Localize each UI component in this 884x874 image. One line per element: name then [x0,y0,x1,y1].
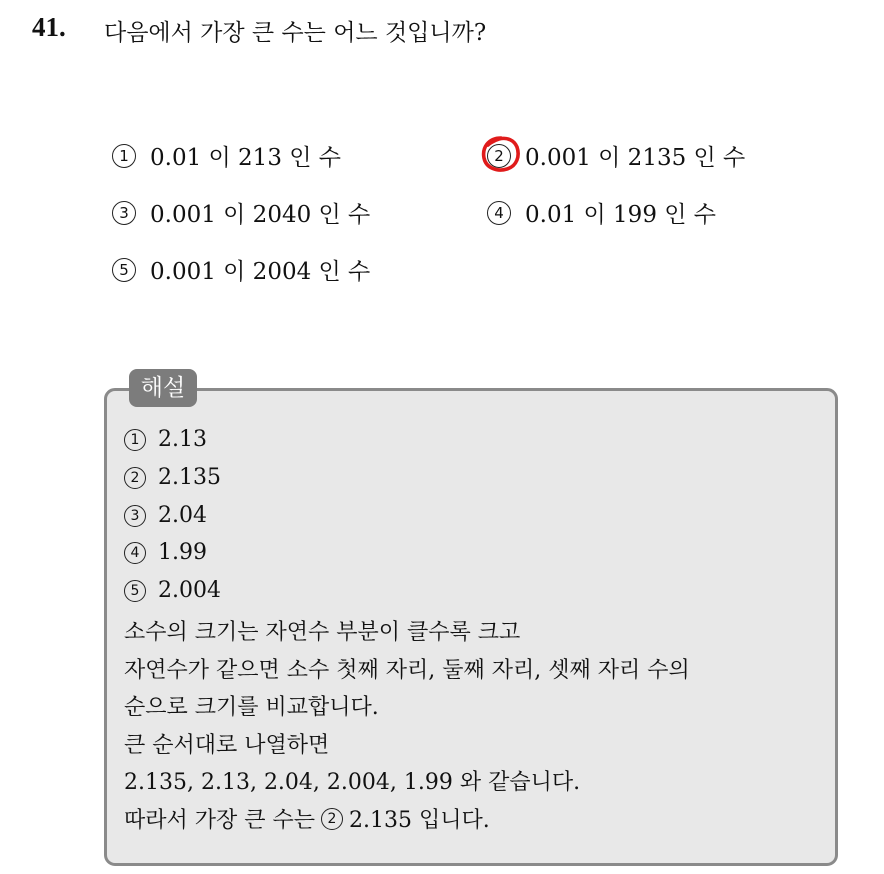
value-text: 1.99 [158,540,207,565]
choice-marker: 2 [487,144,511,168]
choice-text: 0.001 이 2135 인 수 [525,145,746,171]
choice-text: 0.001 이 2040 인 수 [150,202,371,228]
choice-5[interactable] [112,253,370,286]
choice-marker: 5 [112,258,136,282]
choice-text: 0.001 이 2004 인 수 [150,259,371,285]
explanation-line-4: 큰 순서대로 나열하면 [124,733,330,758]
choice-2[interactable] [487,139,745,172]
value-text: 2.004 [158,578,221,603]
value-marker: 2 [124,467,146,489]
explanation-value-5 [124,578,221,603]
conclusion-marker: 2 [321,808,343,830]
choice-text: 0.01 이 213 인 수 [150,145,342,171]
value-marker: 3 [124,505,146,527]
choice-marker: 4 [487,201,511,225]
explanation-conclusion [124,803,490,834]
value-marker: 4 [124,542,146,564]
explanation-value-2 [124,465,221,490]
explanation-tag: 해설 [129,369,197,407]
conclusion-suffix: 2.135 입니다. [349,808,490,833]
choice-marker: 3 [112,201,136,225]
value-text: 2.135 [158,465,221,490]
value-text: 2.13 [158,427,207,452]
choice-1[interactable] [112,139,341,172]
value-text: 2.04 [158,503,207,528]
explanation-line-1: 소수의 크기는 자연수 부분이 클수록 크고 [124,620,521,645]
answer-circle-mark [479,133,523,175]
question-text: 다음에서 가장 큰 수는 어느 것입니까? [104,20,487,46]
choice-marker: 1 [112,144,136,168]
explanation-line-3: 순으로 크기를 비교합니다. [124,695,379,720]
conclusion-prefix: 따라서 가장 큰 수는 [124,808,315,833]
explanation-line-5: 2.135, 2.13, 2.04, 2.004, 1.99 와 같습니다. [124,770,581,795]
explanation-value-3 [124,503,207,528]
choice-3[interactable] [112,196,370,229]
value-marker: 5 [124,580,146,602]
choice-text: 0.01 이 199 인 수 [525,202,717,228]
explanation-value-1 [124,427,207,452]
explanation-line-2: 자연수가 같으면 소수 첫째 자리, 둘째 자리, 셋째 자리 수의 [124,658,690,683]
question-number: 41. [32,12,66,42]
explanation-value-4 [124,540,207,565]
choice-4[interactable] [487,196,716,229]
value-marker: 1 [124,429,146,451]
